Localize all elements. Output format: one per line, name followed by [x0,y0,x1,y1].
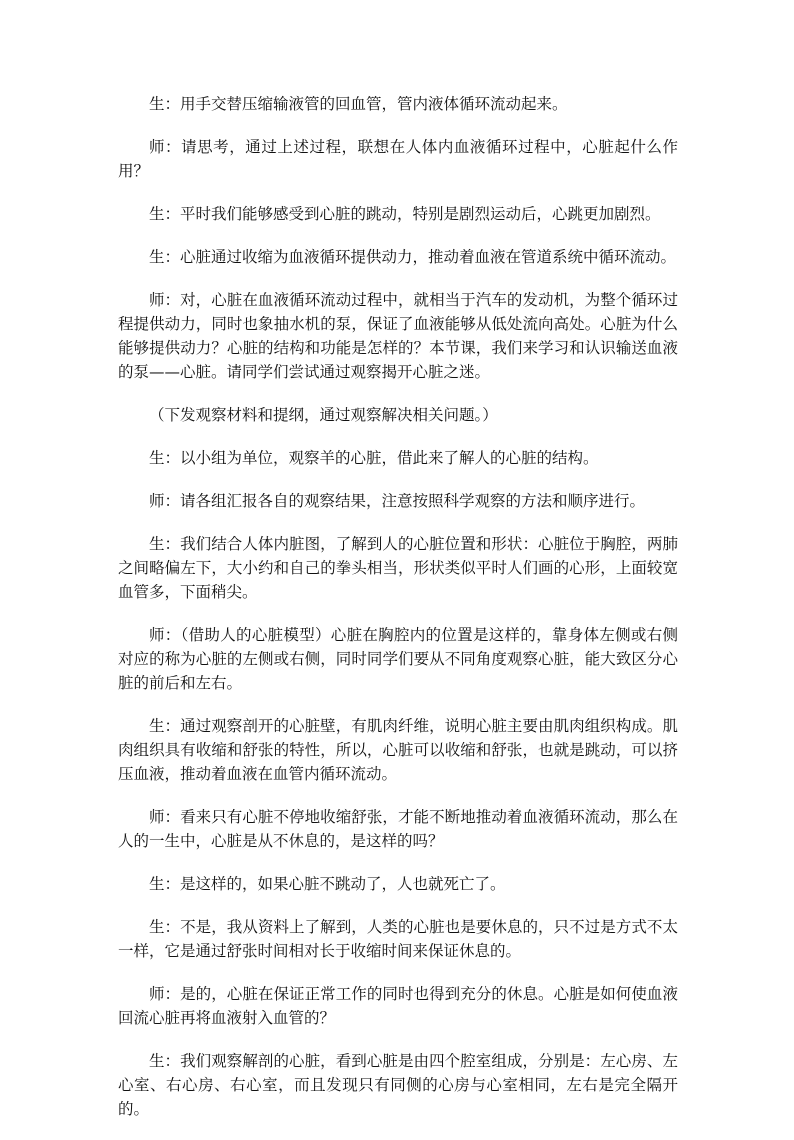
paragraph-4: 生：心脏通过收缩为血液循环提供动力，推动着血液在管道系统中循环流动。 [149,248,677,266]
paragraph-12: 师：看来只有心脏不停地收缩舒张，才能不断地推动着血液循环流动，那么在人的一生中，心脏是从不休息的，是这样的吗？ [118,808,678,850]
paragraph-8: 师：请各组汇报各自的观察结果，注意按照科学观察的方法和顺序进行。 [149,492,646,510]
paragraph-15: 师：是的，心脏在保证正常工作的同时也得到充分的休息。心脏是如何使血液回流心脏再将血液射入血管的？ [118,985,678,1027]
document-body [118,92,678,1140]
paragraph-10: 师：（借助人的心脏模型）心脏在胸腔内的位置是这样的，靠身体左侧或右侧对应的称为心脏的左侧或右侧，同时同学们要从不同角度观察心脏，能大致区分心脏的前后和左右。 [118,626,678,692]
paragraph-2: 师：请思考，通过上述过程，联想在人体内血液循环过程中，心脏起什么作用？ [118,138,678,180]
paragraph-6: （下发观察材料和提纲，通过观察解决相关问题。） [149,406,498,424]
paragraph-3: 生：平时我们能够感受到心脏的跳动，特别是剧烈运动后，心跳更加剧烈。 [149,205,661,223]
paragraph-1: 生：用手交替压缩输液管的回血管，管内液体循环流动起来。 [149,95,568,113]
paragraph-9: 生：我们结合人体内脏图，了解到人的心脏位置和形状：心脏位于胸腔，两肺之间略偏左下，大小约和自己的拳头相当，形状类似平时人们画的心形，上面较宽血管多，下面稍尖。 [118,535,678,601]
paragraph-13: 生：是这样的，如果心脏不跳动了，人也就死亡了。 [149,875,506,893]
paragraph-5: 师：对，心脏在血液循环流动过程中，就相当于汽车的发动机，为整个循环过程提供动力，同时也象抽水机的泵，保证了血液能够从低处流向高处。心脏为什么能够提供动力？心脏的结构和功能是怎样的？本节课，我们来学习和认识输送血液的泵——心脏。请同学们尝试通过观察揭开心脏之迷。 [118,291,678,381]
paragraph-16: 生：我们观察解剖的心脏，看到心脏是由四个腔室组成，分别是：左心房、左心室、右心房、右心室，而且发现只有同侧的心房与心室相同，左右是完全隔开的。 [118,1052,678,1118]
paragraph-14: 生：不是，我从资料上了解到，人类的心脏也是要休息的，只不过是方式不太一样，它是通过舒张时间相对长于收缩时间来保证休息的。 [118,918,678,960]
paragraph-11: 生：通过观察剖开的心脏壁，有肌肉纤维，说明心脏主要由肌肉组织构成。肌肉组织具有收缩和舒张的特性，所以，心脏可以收缩和舒张，也就是跳动，可以挤压血液，推动着血液在血管内循环流动。 [118,717,678,783]
paragraph-7: 生：以小组为单位，观察羊的心脏，借此来了解人的心脏的结构。 [149,449,599,467]
